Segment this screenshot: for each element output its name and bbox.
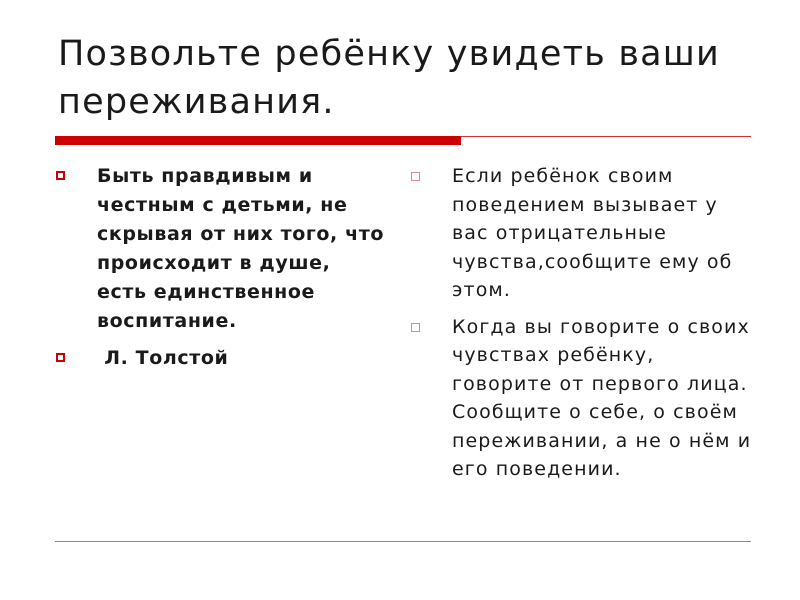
right-column	[410, 162, 755, 484]
square-bullet-icon	[56, 353, 65, 362]
advice-text-2: Когда вы говорите о своих чувствах ребёнку, говорите от первого лица. Сообщите о себе, о своём переживании, а не о нём и его поведении.	[452, 315, 752, 480]
list-item-quote	[55, 162, 385, 336]
quote-author: Л. Толстой	[97, 347, 229, 369]
square-bullet-icon	[411, 323, 420, 332]
slide-title: Позвольте ребёнку увидеть ваши переживания.	[58, 34, 720, 122]
quote-text: Быть правдивым и честным с детьми, не скрывая от них того, что происходит в душе, есть единственное воспитание.	[97, 165, 384, 332]
title-divider-thin	[461, 136, 751, 137]
title-divider-thick	[55, 136, 461, 145]
list-item-advice-1	[410, 162, 755, 305]
advice-text-1: Если ребёнок своим поведением вызывает у вас отрицательные чувства,сообщите ему об этом.	[452, 165, 733, 301]
square-bullet-icon	[56, 171, 65, 180]
title-divider	[55, 136, 751, 148]
bottom-divider	[55, 541, 751, 542]
list-item-advice-2	[410, 313, 755, 484]
left-column	[55, 162, 385, 373]
list-item-author	[55, 344, 385, 373]
square-bullet-icon	[411, 172, 420, 181]
